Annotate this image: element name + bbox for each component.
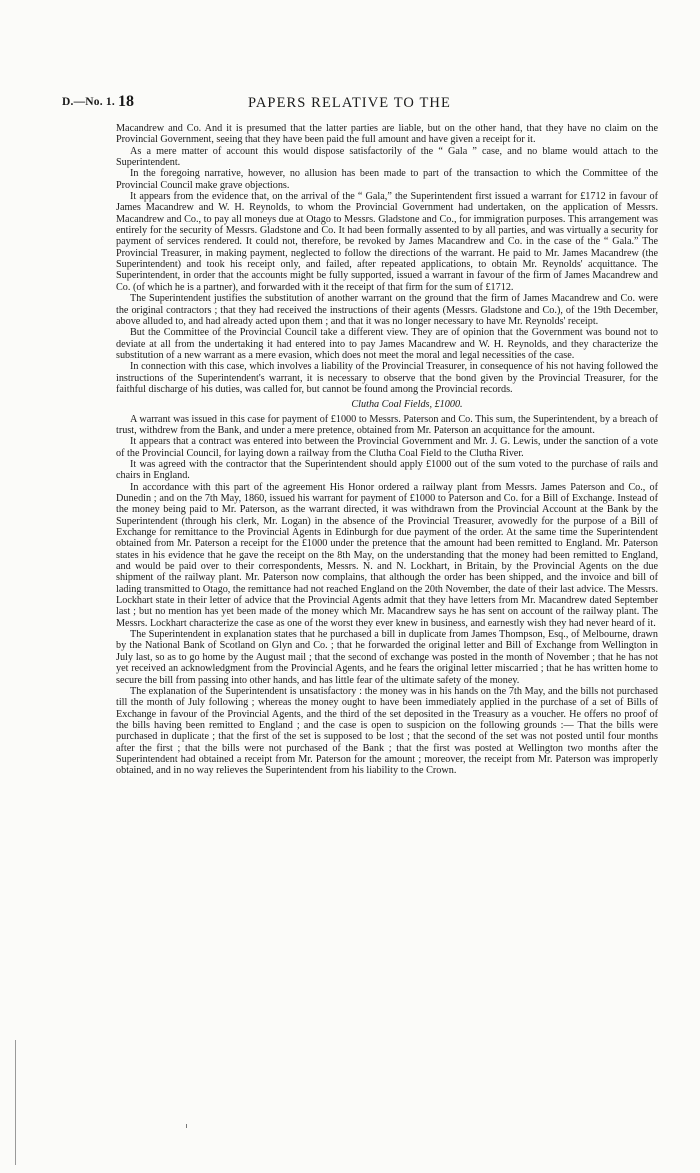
paragraph: But the Committee of the Provincial Council take a different view. They are of opinion that the Government was bound not to deviate at all from the undertaking it had entered into to pay James Macandrew and W. H. Reynolds, and they characterize the substitution of a new warrant as a mere evasion, which does not meet the moral and legal necessities of the case.	[116, 327, 658, 361]
paragraph: It was agreed with the contractor that the Superintendent should apply £1000 out of the sum voted to the purchase of rails and chairs in England.	[116, 458, 658, 482]
paragraph: The explanation of the Superintendent is unsatisfactory : the money was in his hands on the 7th May, and the bills not purchased till the month of July following ; whereas the money ought to have been immediately applied in the purchase of a set of Bills of Exchange in favour of the Provincial Agents, and the third of the set deposited in the Treasury as a voucher. He offers no proof of the bills having been remitted to England ; and the case is open to suspicion on the following grounds :— That the bills were purchased in duplicate ; that the first of the set is supposed to be lost ; that the second of the set was not posted until four months after the first ; that the bills were not purchased of the Bank ; that the first was posted at Wellington two months after the Superintendent had obtained a receipt from Mr. Paterson for the amount ; moreover, the receipt from Mr. Paterson was improperly obtained, and in no way relieves the Superintendent from his liability to the Crown.	[116, 685, 658, 777]
paragraph: It appears from the evidence that, on the arrival of the “ Gala,” the Superintendent first issued a warrant for £1712 in favour of James Macandrew and W. H. Reynolds, to whom the Provincial Government had undertaken, on the application of Messrs. Macandrew and Co., to pay all moneys due at Otago to Messrs. Gladstone and Co., for immigration purposes. This arrangement was entirely for the security of Messrs. Gladstone and Co. It had been formally assented to by all parties, and was virtually a security for payment of services rendered. It could not, therefore, be revoked by James Macandrew and Co. in the case of the “ Gala.” The Provincial Treasurer, in making payment, neglected to follow the directions of the warrant. He paid to Mr. James Macandrew (the Superintendent) and took his receipt only, and failed, after repeated applications, to obtain Mr. Reynolds' acquittance. The Superintendent, in order that the accounts might be fully supported, issued a warrant in favour of the firm of James Macandrew and Co. (of which he is a partner), and forwarded with it the receipt of that firm for the sum of £1712.	[116, 191, 658, 293]
paragraph: It appears that a contract was entered into between the Provincial Government and Mr. J. G. Lewis, under the sanction of a vote of the Provincial Council, for laying down a railway from the Clutha Coal Field to the Clutha River.	[116, 436, 658, 459]
paragraph: Macandrew and Co. And it is presumed that the latter parties are liable, but on the other hand, that they have no claim on the Provincial Government, seeing that they have been paid the full amount and have given a receipt for it.	[116, 123, 658, 146]
paragraph: A warrant was issued in this case for payment of £1000 to Messrs. Paterson and Co. This sum, the Superintendent, by a breach of trust, withdrew from the Bank, and under a mere pretence, obtained from Mr. Paterson an acquittance for the amount.	[116, 413, 658, 436]
paragraph: The Superintendent justifies the substitution of another warrant on the ground that the firm of James Macandrew and Co. were the original contractors ; that they had received the instructions of their agents (Messrs. Gladstone and Co.), of the 19th December, above alluded to, and had already acted upon them ; and that it was no longer necessary to have Mr. Reynolds' receipt.	[116, 293, 658, 327]
running-title: PAPERS RELATIVE TO THE	[248, 95, 451, 111]
paragraph: In connection with this case, which involves a liability of the Provincial Treasurer, in consequence of his not having followed the instructions of the Superintendent's warrant, it is necessary to observe that the bond given by the Provincial Treasurer, for the faithful discharge of his duties, was called for, but cannot be found among the Provincial records.	[116, 361, 658, 395]
page-body	[116, 123, 658, 777]
margin-rule	[15, 1040, 16, 1165]
paragraph: In accordance with this part of the agreement His Honor ordered a railway plant from Messrs. James Paterson and Co., of Dunedin ; and on the 7th May, 1860, issued his warrant for payment of £1000 to Paterson and Co. for a Bill of Exchange. Instead of the money being paid to Mr. Paterson, as the warrant directed, it was withdrawn from the Provincial Account at the Bank by the Superintendent (through his clerk, Mr. Logan) in the absence of the Provincial Treasurer, avowedly for the purpose of a Bill of Exchange for remittance to the Provincial Agents in Edinburgh for due payment of the order. At the same time the Superintendent obtained from Mr. Paterson a receipt for the £1000 under the pretence that the amount had been remitted to England. Mr. Paterson states in his evidence that he gave the receipt on the 8th May, on the understanding that the money had been remitted to England, and would be paid over to their correspondents, Messrs. N. and N. Lockhart, in Britain, by the Provincial Agents on the due shipment of the railway plant. Mr. Paterson now complains, that although the order has been shipped, and the invoice and bill of lading transmitted to Otago, the remittance had not reached England on the 20th November, the date of their last advice. The Messrs. Lockhart state in their letter of advice that the Provincial Agents admit that they have letters from Mr. Macandrew dated September last ; but no mention has yet been made of the money which Mr. Macandrew says he has sent on account of the railway plant. The Messrs. Lockhart characterize the case as one of the worst they ever knew in business, and earnestly wish they had never heard of it.	[116, 481, 658, 629]
section-heading: Clutha Coal Fields, £1000.	[351, 399, 463, 411]
paragraph: In the foregoing narrative, however, no allusion has been made to part of the transaction to which the Committee of the Provincial Council make grave objections.	[116, 168, 658, 191]
page-number: 18	[118, 93, 134, 110]
page-header	[62, 93, 658, 112]
document-reference: D.—No. 1.	[62, 96, 115, 108]
paragraph: The Superintendent in explanation states that he purchased a bill in duplicate from James Thompson, Esq., of Melbourne, drawn by the National Bank of Scotland on Glyn and Co. ; that he forwarded the original letter and Bill of Exchange from Wellington in July last, so as to go home by the August mail ; that the second of exchange was posted in the month of November ; that he has not yet received an acknowledgment from the Provincial Agents, and he fears the original letter miscarried ; that he has written home to secure the bill from passing into other hands, and has little fear of the ultimate safety of the money.	[116, 629, 658, 686]
paragraph: As a mere matter of account this would dispose satisfactorily of the “ Gala ” case, and no blame would attach to the Superintendent.	[116, 145, 658, 169]
ink-mark	[186, 1124, 187, 1128]
